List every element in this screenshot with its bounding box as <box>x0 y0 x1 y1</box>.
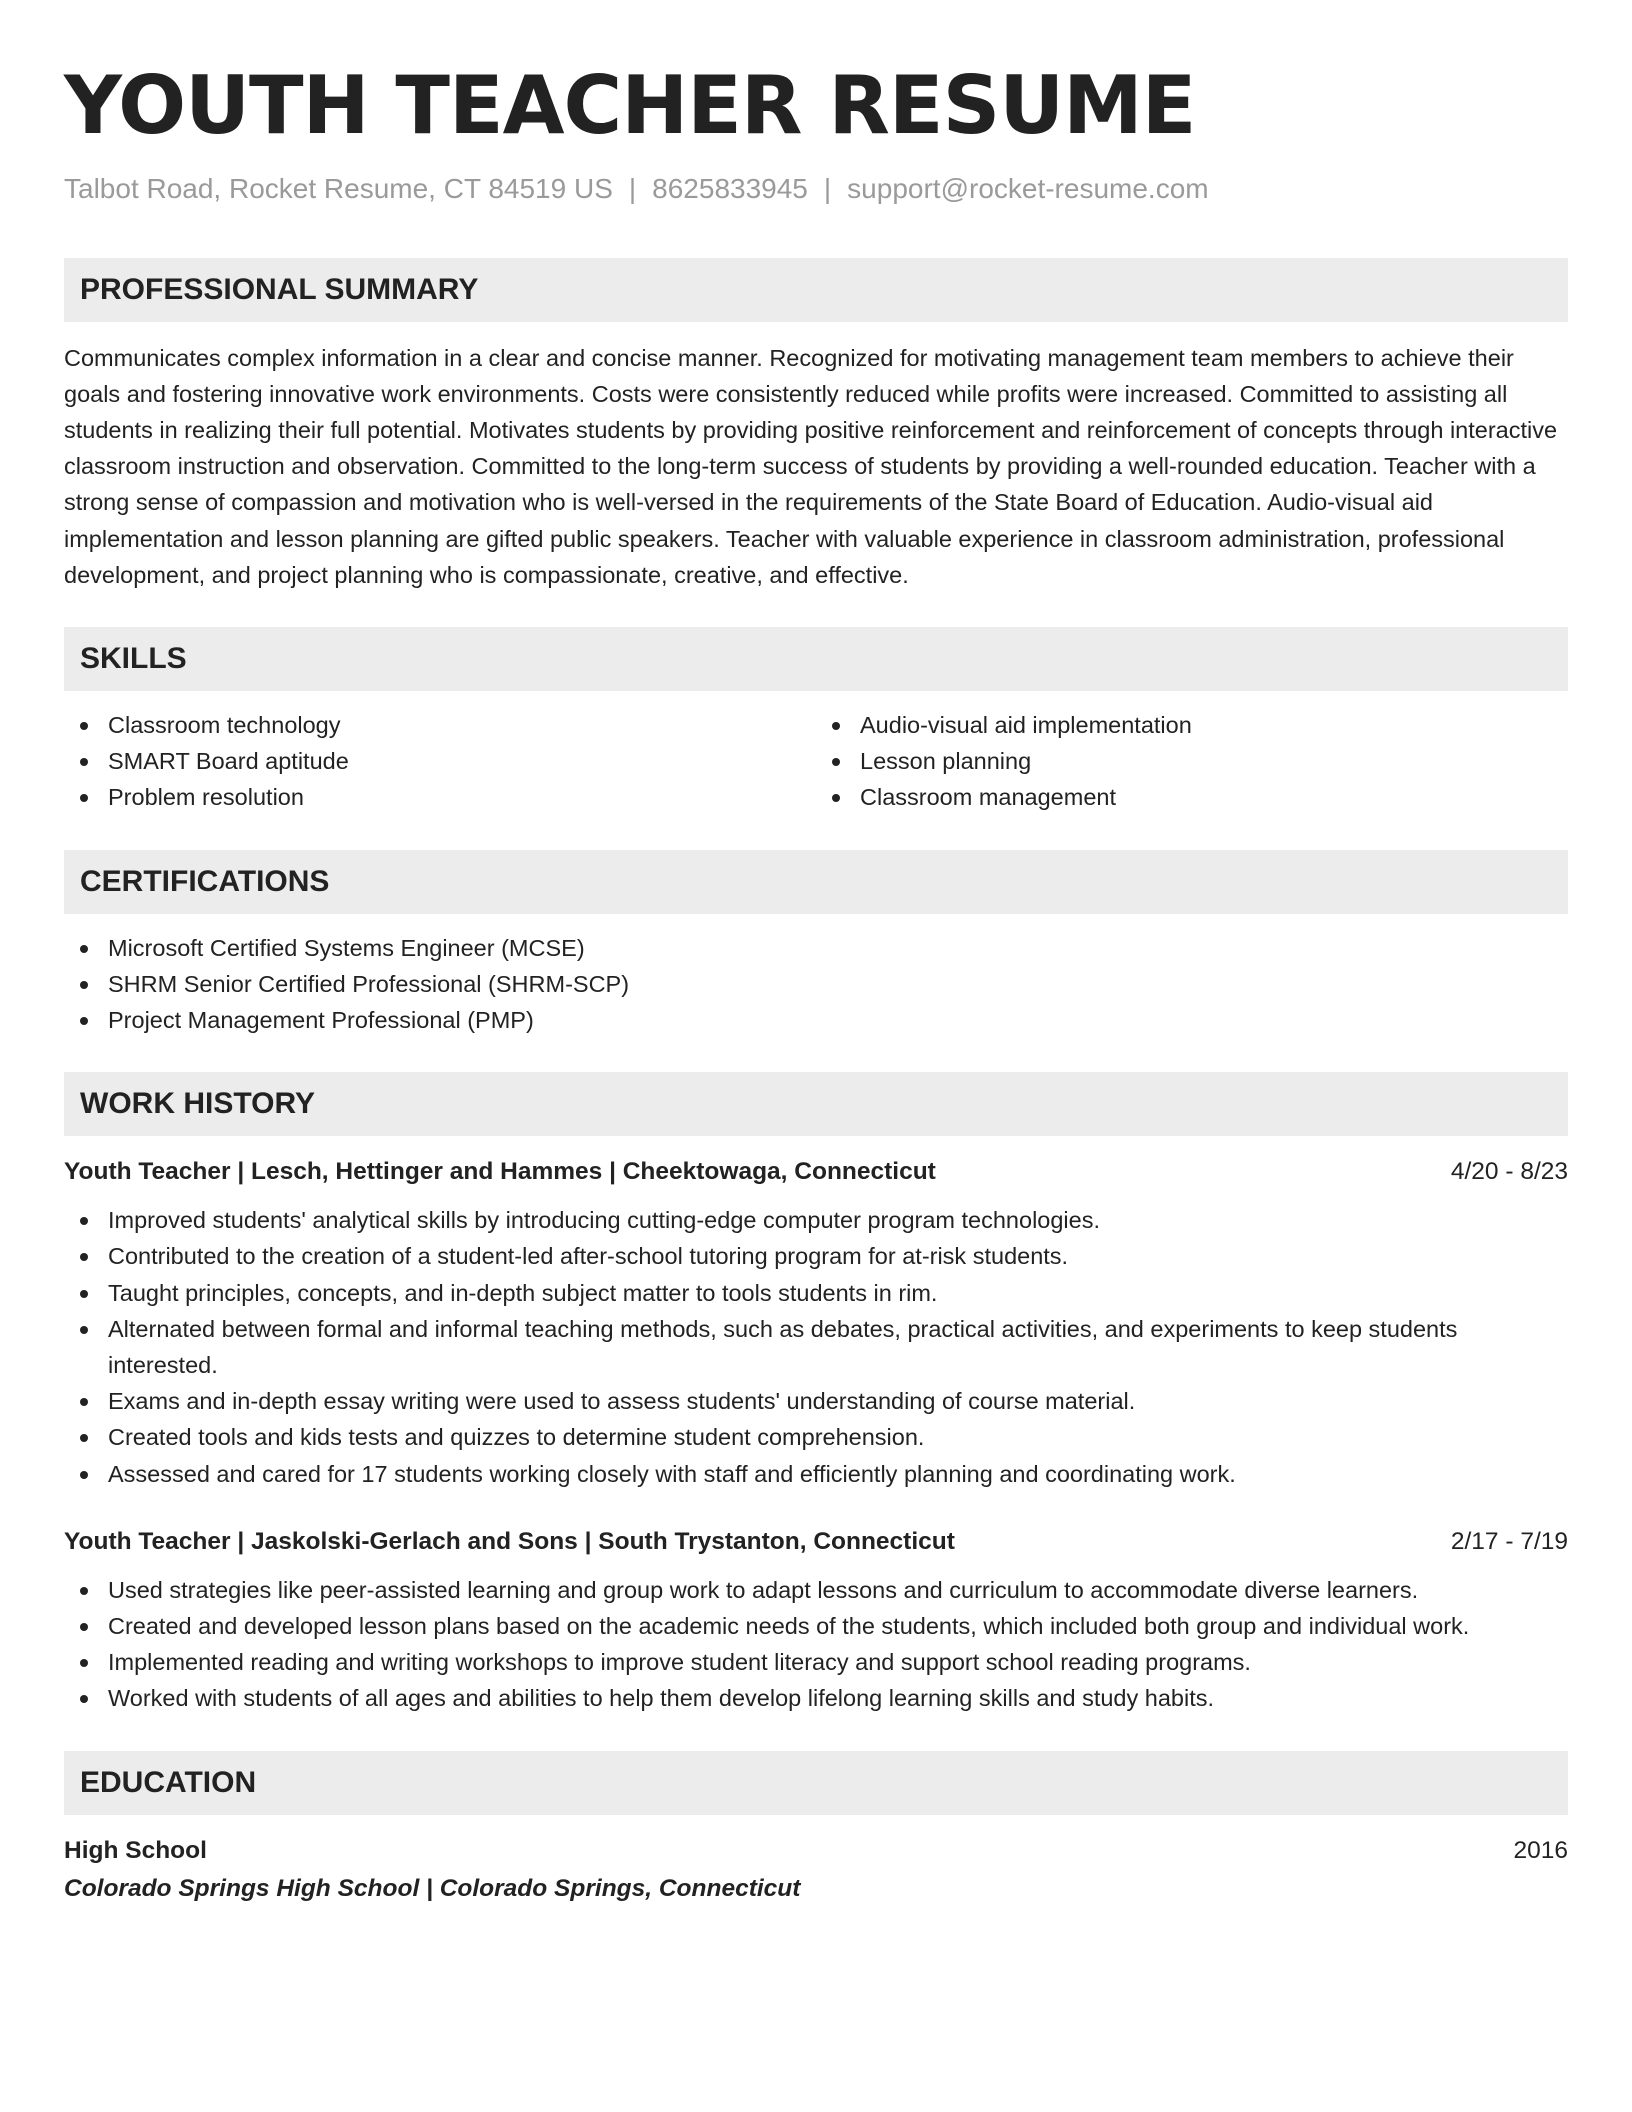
certifications-list <box>64 930 1568 1039</box>
contact-separator: | <box>628 173 637 204</box>
job-dates: 2/17 - 7/19 <box>1450 1527 1568 1555</box>
job-bullet: Contributed to the creation of a student-led after-school tutoring program for at-risk students. <box>64 1238 1568 1274</box>
skill-item: Classroom management <box>816 779 1568 815</box>
job-bullet: Improved students' analytical skills by introducing cutting-edge computer program technologies. <box>64 1202 1568 1238</box>
section-heading-work-history: WORK HISTORY <box>64 1072 1568 1136</box>
job-bullet: Taught principles, concepts, and in-depth subject matter to tools students in rim. <box>64 1275 1568 1311</box>
section-heading-certifications: CERTIFICATIONS <box>64 850 1568 914</box>
job-bullet: Created and developed lesson plans based on the academic needs of the students, which included both group and individual work. <box>64 1608 1568 1644</box>
skills-list <box>64 691 1568 816</box>
job-bullet: Assessed and cared for 17 students working closely with staff and efficiently planning and coordinating work. <box>64 1456 1568 1492</box>
job-bullets <box>64 1572 1568 1717</box>
skills-column-left <box>64 707 816 816</box>
job-bullets <box>64 1202 1568 1492</box>
skill-item: Lesson planning <box>816 743 1568 779</box>
certification-item: SHRM Senior Certified Professional (SHRM-SCP) <box>64 966 1568 1002</box>
job-bullet: Alternated between formal and informal teaching methods, such as debates, practical activities, and experiments to keep students interested. <box>64 1311 1568 1383</box>
job-bullet: Implemented reading and writing workshops to improve student literacy and support school reading programs. <box>64 1644 1568 1680</box>
job-title: Youth Teacher | Jaskolski-Gerlach and Sons | South Trystanton, Connecticut <box>64 1527 955 1555</box>
job-dates: 4/20 - 8/23 <box>1450 1158 1568 1186</box>
certification-item: Microsoft Certified Systems Engineer (MCSE) <box>64 930 1568 966</box>
job-bullet: Worked with students of all ages and abilities to help them develop lifelong learning skills and study habits. <box>64 1680 1568 1716</box>
skills-column-right <box>816 707 1568 816</box>
education-school: Colorado Springs High School | Colorado Springs, Connecticut <box>64 1874 801 1902</box>
certification-item: Project Management Professional (PMP) <box>64 1002 1568 1038</box>
section-heading-education: EDUCATION <box>64 1751 1568 1815</box>
contact-address: Talbot Road, Rocket Resume, CT 84519 US <box>64 173 613 204</box>
education-degree: High School <box>64 1836 207 1864</box>
job-title: Youth Teacher | Lesch, Hettinger and Hammes | Cheektowaga, Connecticut <box>64 1158 936 1186</box>
skill-item: Problem resolution <box>64 779 816 815</box>
job-bullet: Created tools and kids tests and quizzes to determine student comprehension. <box>64 1419 1568 1455</box>
skill-item: SMART Board aptitude <box>64 743 816 779</box>
skill-item: Audio-visual aid implementation <box>816 707 1568 743</box>
job-bullet: Used strategies like peer-assisted learning and group work to adapt lessons and curriculum to accommodate diverse learners. <box>64 1572 1568 1608</box>
skill-item: Classroom technology <box>64 707 816 743</box>
education-year: 2016 <box>1513 1836 1568 1864</box>
job-header <box>64 1154 1568 1190</box>
education-header <box>64 1833 1568 1869</box>
contact-line <box>64 172 1568 206</box>
job-bullet: Exams and in-depth essay writing were used to assess students' understanding of course material. <box>64 1383 1568 1419</box>
section-heading-summary: PROFESSIONAL SUMMARY <box>64 258 1568 322</box>
contact-phone: 8625833945 <box>652 173 808 204</box>
section-heading-skills: SKILLS <box>64 627 1568 691</box>
summary-text: Communicates complex information in a clear and concise manner. Recognized for motivating management team members to achieve their goals and fostering innovative work environments. Costs were consistently reduced while profits were increased. Committed to assisting all students in realizing their full potential. Motivates students by providing positive reinforcement and reinforcement of concepts through interactive classroom instruction and observation. Committed to the long-term success of students by providing a well-rounded education. Teacher with a strong sense of compassion and motivation who is well-versed in the requirements of the State Board of Education. Audio-visual aid implementation and lesson planning are gifted public speakers. Teacher with valuable experience in classroom administration, professional development, and project planning who is compassionate, creative, and effective. <box>64 344 1558 588</box>
contact-email: support@rocket-resume.com <box>847 173 1209 204</box>
resume-title: YOUTH TEACHER RESUME <box>64 59 1196 152</box>
contact-separator: | <box>823 173 832 204</box>
job-header <box>64 1524 1568 1560</box>
